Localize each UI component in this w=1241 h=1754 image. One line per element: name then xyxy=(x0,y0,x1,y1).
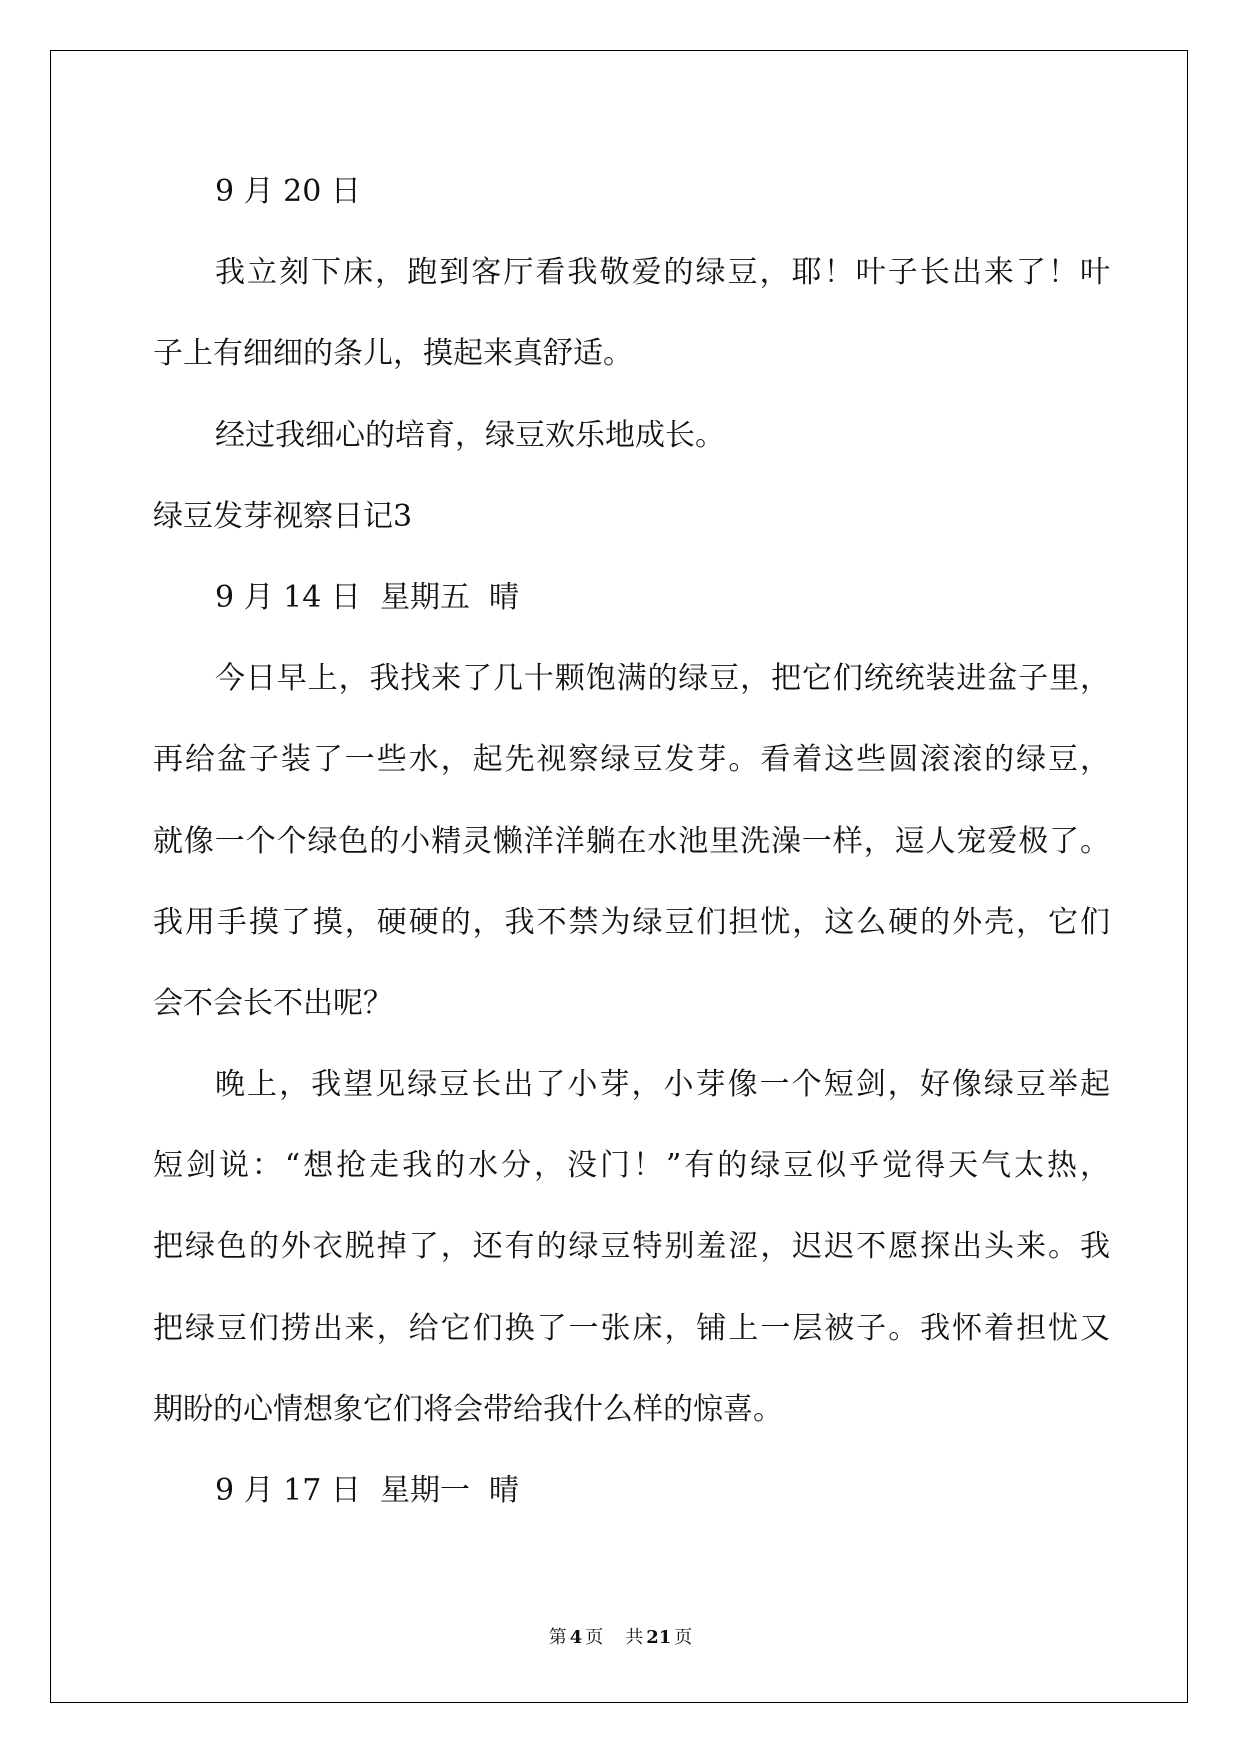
paragraph-line: 把绿色的外衣脱掉了，还有的绿豆特别羞涩，迟迟不愿探出头来。我 xyxy=(153,1229,1110,1265)
total-suffix: 页 xyxy=(674,1627,693,1648)
paragraph-line: 把绿豆们捞出来，给它们换了一张床，铺上一层被子。我怀着担忧又 xyxy=(153,1310,1110,1346)
paragraph-line: 期盼的心情想象它们将会带给我什么样的惊喜。 xyxy=(153,1391,783,1427)
paragraph-line: 就像一个个绿色的小精灵懒洋洋躺在水池里洗澡一样，逗人宠爱极了。 xyxy=(153,823,1110,859)
total-pages-label xyxy=(625,1627,692,1648)
page-footer xyxy=(0,1626,1241,1650)
paragraph-line: 今日早上，我找来了几十颗饱满的绿豆，把它们统统装进盆子里， xyxy=(215,661,1110,697)
paragraph-line: 会不会长不出呢？ xyxy=(153,985,393,1021)
page-prefix: 第 xyxy=(548,1627,567,1648)
section-heading: 绿豆发芽视察日记3 xyxy=(153,498,413,534)
page-suffix: 页 xyxy=(585,1627,604,1648)
diary-date: 9 月 14 日 星期五 晴 xyxy=(215,579,520,615)
total-pages: 21 xyxy=(646,1627,672,1648)
paragraph-line: 晚上，我望见绿豆长出了小芽，小芽像一个短剑，好像绿豆举起 xyxy=(215,1067,1110,1103)
document-body xyxy=(153,151,1110,1531)
total-prefix: 共 xyxy=(625,1627,644,1648)
paragraph-line: 再给盆子装了一些水，起先视察绿豆发芽。看着这些圆滚滚的绿豆， xyxy=(153,742,1110,778)
paragraph-line: 子上有细细的条儿，摸起来真舒适。 xyxy=(153,336,633,372)
paragraph-line: 我用手摸了摸，硬硬的，我不禁为绿豆们担忧，这么硬的外壳，它们 xyxy=(153,904,1110,940)
diary-date: 9 月 17 日 星期一 晴 xyxy=(215,1473,520,1508)
paragraph-line: 经过我细心的培育，绿豆欢乐地成长。 xyxy=(215,417,725,453)
paragraph-line: 我立刻下床，跑到客厅看我敬爱的绿豆，耶！叶子长出来了！叶 xyxy=(215,255,1110,291)
page-number-label xyxy=(549,1627,604,1648)
page-number: 4 xyxy=(569,1627,583,1648)
paragraph-line: 短剑说：“想抢走我的水分，没门！”有的绿豆似乎觉得天气太热， xyxy=(153,1148,1110,1184)
diary-date: 9 月 20 日 xyxy=(215,174,361,209)
